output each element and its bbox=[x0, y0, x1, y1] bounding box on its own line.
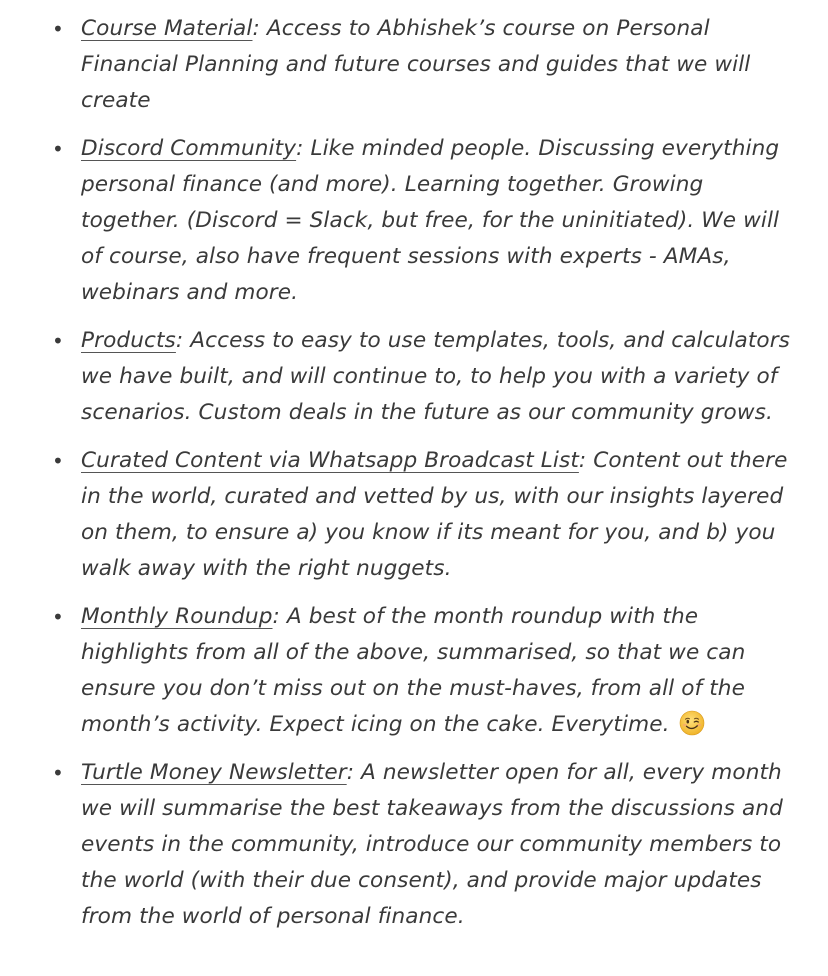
item-description: A best of the month roundup with the highlights from all of the above, summarised, so that we can ensure you don’t miss out on the must-haves, from all of the month’s activity. Expect icing on the cake. Everytime. bbox=[81, 604, 746, 737]
benefits-list bbox=[0, 11, 828, 947]
term-turtle-money-newsletter: Turtle Money Newsletter bbox=[81, 760, 347, 785]
list-item-curated-content bbox=[0, 443, 828, 587]
item-description: Access to Abhishek’s course on Personal Financial Planning and future courses and guides that we will create bbox=[81, 16, 751, 113]
bullet-icon: • bbox=[52, 761, 64, 785]
bullet-icon: • bbox=[52, 329, 64, 353]
list-item-turtle-money-newsletter bbox=[0, 755, 828, 935]
bullet-icon: • bbox=[52, 605, 64, 629]
bullet-icon: • bbox=[52, 137, 64, 161]
term-separator: : bbox=[272, 604, 280, 629]
term-separator: : bbox=[252, 16, 260, 41]
bullet-icon: • bbox=[52, 17, 64, 41]
item-description: Content out there in the world, curated and vetted by us, with our insights layered on them, to ensure a) you know if its meant for you, and b) you walk away with the right nuggets. bbox=[81, 448, 788, 581]
list-item-products bbox=[0, 323, 828, 431]
list-item-course-material bbox=[0, 11, 828, 119]
item-description: Access to easy to use templates, tools, and calculators we have built, and will continue to, to help you with a variety of scenarios. Custom deals in the future as our community grows. bbox=[81, 328, 791, 425]
bullet-icon: • bbox=[52, 449, 64, 473]
term-separator: : bbox=[296, 136, 304, 161]
winking-face-icon bbox=[679, 710, 705, 736]
term-monthly-roundup: Monthly Roundup bbox=[81, 604, 273, 629]
term-course-material: Course Material bbox=[81, 16, 253, 41]
list-item-monthly-roundup bbox=[0, 599, 828, 743]
term-separator: : bbox=[175, 328, 184, 353]
term-discord-community: Discord Community bbox=[81, 136, 297, 161]
item-description: Like minded people. Discussing everything personal finance (and more). Learning together. Growing together. (Discord = Slack, but free, for the uninitiated). We will of course, also have frequent sessions with experts - AMAs, webinars and more. bbox=[81, 136, 780, 305]
term-separator: : bbox=[346, 760, 355, 785]
term-products: Products bbox=[81, 328, 176, 353]
term-curated-content: Curated Content via Whatsapp Broadcast List bbox=[81, 448, 579, 473]
list-item-discord-community bbox=[0, 131, 828, 311]
item-description: A newsletter open for all, every month we will summarise the best takeaways from the discussions and events in the community, introduce our community members to the world (with their due consent), and provide major updates from the world of personal finance. bbox=[81, 760, 783, 929]
term-separator: : bbox=[578, 448, 587, 473]
